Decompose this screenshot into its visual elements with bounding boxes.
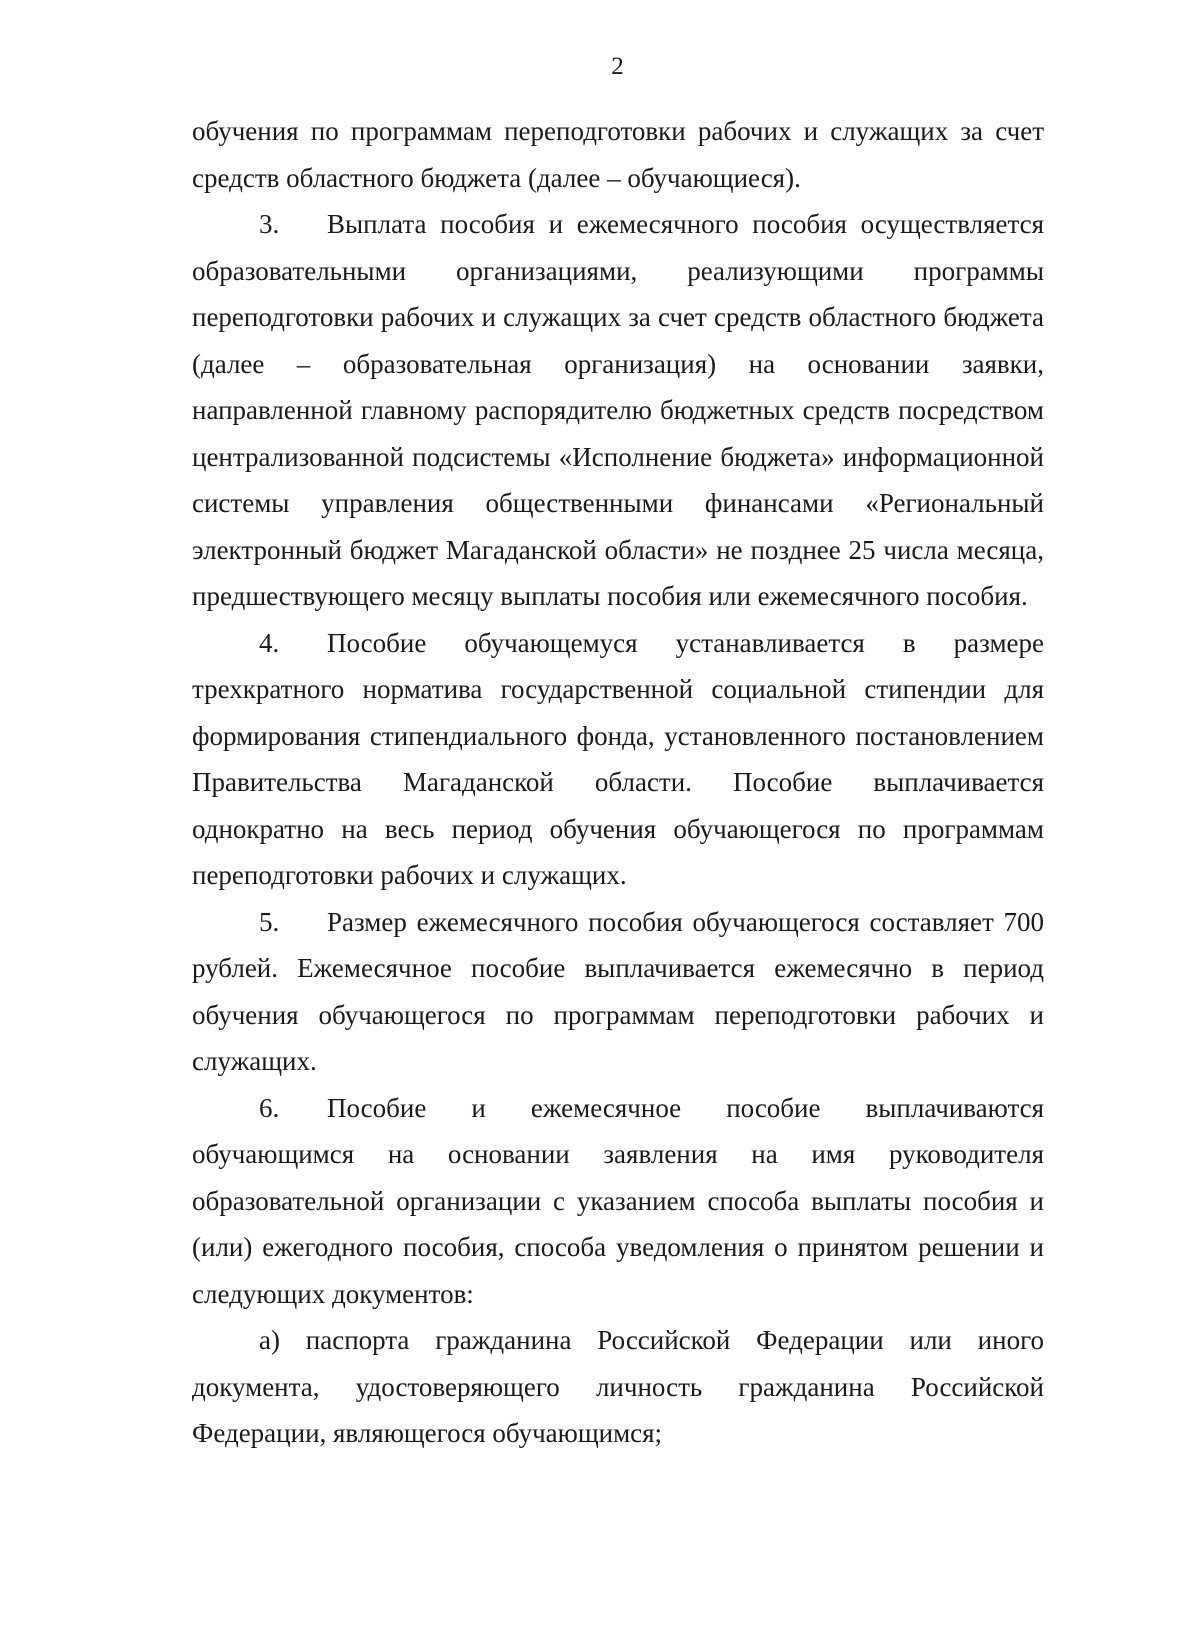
paragraph-4 [192,620,1044,899]
document-body [192,108,1044,1457]
paragraph-6 [192,1085,1044,1318]
paragraph-continuation: обучения по программам переподготовки рабочих и служащих за счет средств областного бюджета (далее – обучающиеся). [192,116,1044,193]
paragraph-4-text: Пособие обучающемуся устанавливается в размере трехкратного норматива государственной социальной стипендии для формирования стипендиального фонда, установленного постановлением Правительства Магаданской области. Пособие выплачивается однократно на весь период обучения обучающегося по программам переподготовки рабочих и служащих. [192,627,1044,890]
paragraph-5-text: Размер ежемесячного пособия обучающегося составляет 700 рублей. Ежемесячное пособие выплачивается ежемесячно в период обучения обучающегося по программам переподготовки рабочих и служащих. [192,906,1044,1076]
paragraph-5-number: 5. [259,906,280,937]
subparagraph-a: а) паспорта гражданина Российской Федерации или иного документа, удостоверяющего личность гражданина Российской Федерации, являющегося обучающимся; [192,1325,1044,1448]
paragraph-5 [192,899,1044,1085]
paragraph-3 [192,201,1044,620]
paragraph-6-number: 6. [259,1092,280,1123]
paragraph-3-text: Выплата пособия и ежемесячного пособия осуществляется образовательными организациями, реализующими программы переподготовки рабочих и служащих за счет средств областного бюджета (далее – образовательная организация) на основании заявки, направленной главному распорядителю бюджетных средств посредством централизованной подсистемы «Исполнение бюджета» информационной системы управления общественными финансами «Региональный электронный бюджет Магаданской области» не позднее 25 числа месяца, предшествующего месяцу выплаты пособия или ежемесячного пособия. [192,209,1044,611]
paragraph-3-number: 3. [259,209,280,239]
paragraph-4-number: 4. [259,627,280,658]
page-number: 2 [611,53,624,80]
paragraph-6-text: Пособие и ежемесячное пособие выплачиваются обучающимся на основании заявления на имя руководителя образовательной организации с указанием способа выплаты пособия и (или) ежегодного пособия, способа уведомления о принятом решении и следующих документов: [192,1092,1044,1309]
